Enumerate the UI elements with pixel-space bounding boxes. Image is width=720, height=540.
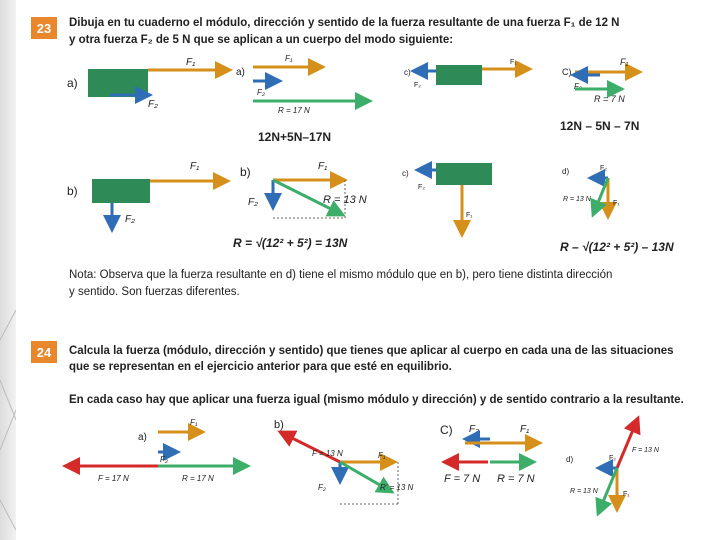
f2-label-b2: F₂	[248, 197, 258, 208]
f-label-24d: F = 13 N	[632, 447, 659, 454]
f2-label-24a: F₂	[160, 455, 168, 464]
f2-label-a2: F₂	[257, 88, 265, 97]
r-label-b2: R = 13 N	[323, 194, 367, 206]
f1-label-a2: F₁	[285, 54, 293, 63]
problem-23-badge: 23	[31, 17, 57, 39]
f1-label-24b: F₁	[378, 451, 386, 460]
problem-23-statement-1: Dibuja en tu cuaderno el módulo, dirección y sentido de la fuerza resultante de una fuerza F₁ de 12 N	[69, 17, 620, 29]
result-a: 12N+5N–17N	[258, 130, 332, 144]
r-arrow-24d	[598, 468, 617, 514]
f2-label-c1: F₂	[414, 82, 421, 89]
label-cc: C)	[562, 67, 572, 77]
note-line-2: y sentido. Son fuerzas diferentes.	[69, 286, 240, 298]
r-label-a2: R = 17 N	[278, 106, 310, 115]
f1-label-cc: F₁	[620, 57, 629, 67]
problem-24-badge: 24	[31, 341, 57, 363]
problem-23-statement-2: y otra fuerza F₂ de 5 N que se aplican a un cuerpo del modo siguiente:	[69, 34, 454, 46]
f1-label-c1: F₁	[510, 59, 517, 66]
r-label-24c: R = 7 N	[497, 473, 535, 485]
result-b: R = √(12² + 5²) = 13N	[233, 236, 348, 250]
body-box-b1	[92, 179, 150, 203]
body-box-c2	[436, 163, 492, 185]
f2-label-c2: F₂	[418, 184, 425, 191]
problem-24-explanation: En cada caso hay que aplicar una fuerza igual (mismo módulo y dirección) y de sentido contrario a la resultante.	[69, 394, 684, 406]
problem-24-diagrams	[0, 410, 720, 540]
f2-label-cc: F₂	[574, 82, 582, 91]
f-label-24a: F = 17 N	[98, 474, 129, 483]
rp-label-24b: R' = 13 N	[380, 483, 414, 492]
f1-label-b1: F₁	[190, 161, 200, 172]
label-b-1: b)	[67, 184, 78, 198]
label-b-2: b)	[240, 165, 251, 179]
f1-label-a1: F₁	[186, 57, 196, 68]
f1-label-b2: F₁	[318, 161, 328, 172]
f2-label-24d: F₂	[609, 455, 616, 462]
problem-23-diagrams	[0, 45, 720, 305]
label-d-1: d)	[562, 167, 570, 176]
f-arrow-24d	[617, 418, 638, 468]
f2-label-24c: F₂	[469, 424, 479, 435]
f2-label-d1: F₂	[600, 165, 607, 172]
label-b-24: b)	[274, 419, 284, 431]
r-label-24d: R = 13 N	[570, 488, 598, 495]
f2-label-24b: F₂	[318, 483, 326, 492]
label-a-1: a)	[67, 76, 78, 90]
problem-24-statement-1: Calcula la fuerza (módulo, dirección y sentido) que tienes que aplicar al cuerpo en cada una de las situaciones	[69, 345, 674, 357]
body-box-c1	[436, 65, 482, 85]
f1-label-d1: F₁	[613, 200, 620, 207]
label-c-2: c)	[402, 169, 409, 178]
label-d-24: d)	[566, 455, 574, 464]
problem-24-statement-2: que se representan en el ejercicio anterior para que esté en equilibrio.	[69, 361, 452, 373]
r-label-d1: R = 13 N	[563, 196, 591, 203]
f1-label-24c: F₁	[520, 424, 530, 435]
r-arrow-d1	[593, 178, 608, 215]
f-label-24b: F = 13 N	[312, 449, 343, 458]
f1-label-24d: F₁	[623, 491, 630, 498]
result-c: 12N – 5N – 7N	[560, 119, 640, 133]
f-label-24c: F = 7 N	[444, 473, 481, 485]
label-c-24: C)	[440, 423, 453, 437]
f1-label-24a: F₁	[190, 418, 198, 427]
f1-label-c2: F₁	[466, 212, 473, 219]
label-a-2: a)	[236, 67, 245, 78]
f2-label-a1: F₂	[148, 99, 158, 110]
body-box-a1	[88, 69, 148, 97]
r-label-cc: R = 7 N	[594, 94, 625, 104]
label-a-24: a)	[138, 432, 147, 443]
r-label-24a: R = 17 N	[182, 474, 214, 483]
label-c-1: c)	[404, 68, 411, 77]
note-line-1: Nota: Observa que la fuerza resultante en d) tiene el mismo módulo que en b), pero tiene distinta dirección	[69, 269, 613, 281]
result-d: R – √(12² + 5²) – 13N	[560, 240, 674, 254]
f2-label-b1: F₂	[125, 214, 135, 225]
